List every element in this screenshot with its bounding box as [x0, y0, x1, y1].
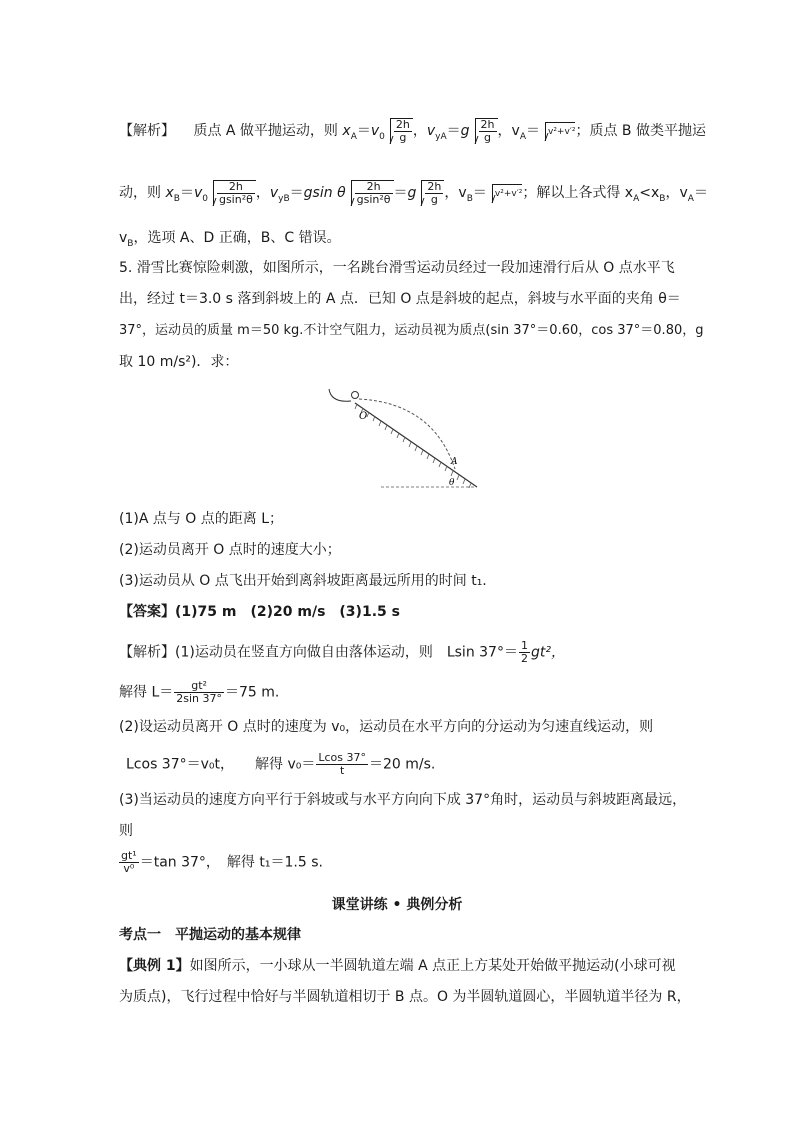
example1-line1 — [119, 957, 676, 975]
example1-line2: 为质点)，飞行过程中恰好与半圆轨道相切于 B 点。O 为半圆轨道圆心，半圆轨道半径为 R， — [119, 989, 691, 1005]
analysis1-line2: 动，则 $x_B=v_0$ $\frac{2h}{\text{gsin²θ}}$ ，$v_{yB}=gsin$ θ $\frac{2h}{\text{gsin²θ}}$ ＝g $\frac{2h}{g}$ ，$v_B= v^2+v'^2$；解以上各式得 $x_A<x_B$，$v_A=$ — [119, 180, 708, 206]
q5-line4: 取 10 m/s²)．求： — [119, 354, 239, 370]
label-o: O — [359, 411, 368, 422]
analysis1-text-b: 动，则 — [119, 185, 166, 201]
q5-line2: 出，经过 t＝3.0 s 落到斜坡上的 A 点．已知 O 点是斜坡的起点，斜坡与水平面的夹角 θ＝ — [119, 291, 681, 307]
point1-title: 考点一 平抛运动的基本规律 — [119, 927, 301, 943]
example1-text1: 如图所示，一小球从一半圆轨道左端 A 点正上方某处开始做平抛运动(小球可视 — [189, 958, 676, 974]
trajectory-dashed — [359, 399, 455, 469]
ski-slope-figure — [325, 385, 485, 493]
analysis2-p3: (2)设运动员离开 O 点时的速度为 v₀，运动员在水平方向的分运动为匀速直线运动，则 — [119, 719, 654, 735]
analysis2-p5: (3)当运动员的速度方向平行于斜坡或与水平方向向下成 37°角时，运动员与斜坡距离最远， — [119, 792, 687, 808]
analysis1-text-end2: ；解以上各式得 x — [522, 185, 634, 201]
analysis1-text-c: ，选项 A、D 正确，B、C 错误。 — [133, 230, 341, 246]
label-a: A — [451, 457, 458, 467]
ramp-curve — [329, 389, 351, 401]
analysis2-p2-text: 解得 L＝ — [119, 684, 174, 701]
analysis2-p7 — [119, 850, 323, 875]
q5-line3: 37°，运动员的质量 m＝50 kg.不计空气阻力，运动员视为质点(sin 37°＝0.60，cos 37°＝0.80，g — [119, 323, 704, 338]
analysis2-p2-end: ＝75 m. — [225, 684, 280, 701]
label-theta: θ — [449, 478, 455, 488]
q5-sub3: (3)运动员从 O 点飞出开始到离斜坡距离最远所用的时间 t₁. — [119, 573, 487, 589]
frac-half-den: 2 — [520, 652, 528, 665]
skier-icon — [352, 392, 359, 399]
frac-v0-num: Lcos 37° — [318, 751, 366, 764]
frac-v0-den: t — [340, 764, 345, 777]
q5-sub1: (1)A 点与 O 点的距离 L； — [119, 511, 284, 527]
frac-l-den: 2sin 37° — [176, 692, 223, 705]
analysis2-p6: 则 — [119, 823, 133, 839]
analysis2-p4 — [126, 752, 435, 777]
answer-line — [119, 603, 400, 621]
analysis1-v: v — [119, 230, 128, 246]
analysis1-line3: $v_B$，选项 A、D 正确，B、C 错误。 — [119, 230, 341, 249]
analysis2-p1-end: gt²， — [530, 644, 565, 661]
analysis-tag: 【解析】 — [119, 123, 175, 139]
analysis1-text-end3: ，v — [665, 185, 688, 201]
analysis2-p1-text: (1)运动员在竖直方向做自由落体运动，则 Lsin 37°＝ — [175, 644, 518, 661]
q5-sub2: (2)运动员离开 O 点时的速度大小； — [119, 542, 341, 558]
analysis2-p1 — [119, 640, 565, 665]
slope-line — [355, 403, 477, 487]
analysis1-text-a: 质点 A 做平抛运动，则 — [193, 123, 343, 139]
analysis2-p2 — [119, 680, 279, 705]
answer-text: (1)75 m (2)20 m/s (3)1.5 s — [175, 604, 400, 620]
example1-tag: 【典例 1】 — [119, 958, 190, 974]
analysis1-text-end: ；质点 B 做类平抛运 — [575, 123, 706, 139]
analysis2-p4-end: ＝20 m/s. — [369, 756, 436, 773]
answer-tag: 【答案】 — [119, 604, 175, 620]
frac-half-num: 1 — [520, 639, 528, 652]
analysis2-tag: 【解析】 — [119, 644, 175, 661]
analysis1-line1: 【解析】 质点 A 做平抛运动，则 $x_A=v_0$ $\frac{2h}{g}$ ，$v_{yA}=g$ $\frac{2h}{g}$ ，$v_A= v^2+v'^2$；质点 B 做类平抛运 — [119, 118, 706, 144]
frac-l-num: gt² — [174, 680, 224, 693]
section-title: 课堂讲练 • 典例分析 — [331, 897, 463, 913]
frac-tan-den: v⁰ — [123, 862, 135, 875]
frac-tan-num: gt¹ — [121, 849, 137, 862]
slope-hatching — [355, 404, 471, 488]
q5-line1: 5. 滑雪比赛惊险刺激，如图所示，一名跳台滑雪运动员经过一段加速滑行后从 O 点水平飞 — [119, 260, 675, 276]
analysis2-p4-text: Lcos 37°＝v₀t， 解得 v₀＝ — [126, 756, 316, 773]
analysis2-p7-end: ＝tan 37°， 解得 t₁＝1.5 s. — [139, 854, 323, 871]
